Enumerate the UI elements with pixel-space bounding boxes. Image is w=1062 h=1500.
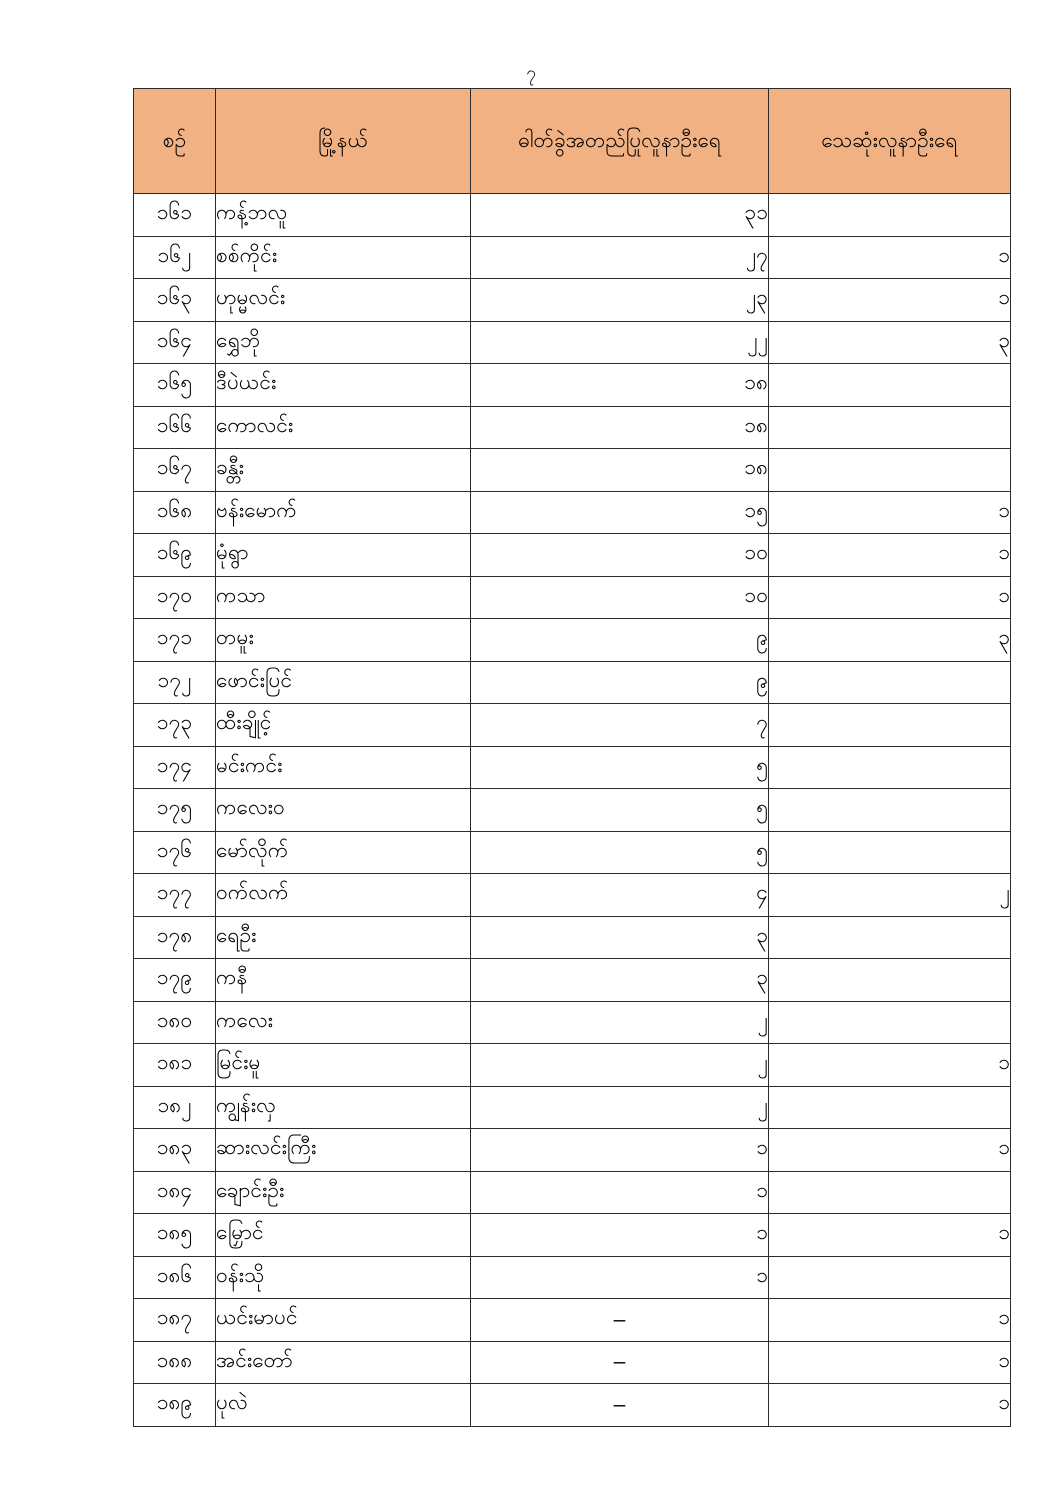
table-row bbox=[134, 916, 1011, 959]
cell-confirmed: ၁၈ bbox=[471, 449, 769, 492]
cell-no: ၁၆၇ bbox=[134, 449, 216, 492]
cell-confirmed: ၁၀ bbox=[471, 576, 769, 619]
cell-no: ၁၈၆ bbox=[134, 1256, 216, 1299]
cell-confirmed: ၂၂ bbox=[471, 321, 769, 364]
cell-no: ၁၈၂ bbox=[134, 1086, 216, 1129]
cell-deaths bbox=[769, 1256, 1011, 1299]
cell-township: ဗန်းမောက် bbox=[216, 491, 471, 534]
cell-no: ၁၇၂ bbox=[134, 661, 216, 704]
cell-confirmed: ၂၇ bbox=[471, 236, 769, 279]
table-body bbox=[134, 194, 1011, 1427]
cell-no: ၁၇၁ bbox=[134, 619, 216, 662]
cell-deaths: ၃ bbox=[769, 321, 1011, 364]
cell-confirmed: – bbox=[471, 1384, 769, 1427]
cell-confirmed: ၁၀ bbox=[471, 534, 769, 577]
cell-township: ရေဦး bbox=[216, 916, 471, 959]
cell-township: ကန့်ဘလူ bbox=[216, 194, 471, 237]
cell-no: ၁၇၇ bbox=[134, 874, 216, 917]
cell-no: ၁၇၆ bbox=[134, 831, 216, 874]
cell-deaths bbox=[769, 831, 1011, 874]
cell-deaths bbox=[769, 746, 1011, 789]
cell-township: ရွှေဘို bbox=[216, 321, 471, 364]
table-row bbox=[134, 321, 1011, 364]
cell-deaths: ၁ bbox=[769, 236, 1011, 279]
cell-no: ၁၈၀ bbox=[134, 1001, 216, 1044]
cell-township: ဟုမ္မလင်း bbox=[216, 279, 471, 322]
cell-township: ကလေးဝ bbox=[216, 789, 471, 832]
cell-township: ကောလင်း bbox=[216, 406, 471, 449]
column-header-no: စဉ် bbox=[134, 89, 216, 194]
cell-township: ကသာ bbox=[216, 576, 471, 619]
cell-township: ပုလဲ bbox=[216, 1384, 471, 1427]
covid-township-table bbox=[133, 88, 1011, 1427]
cell-deaths: ၁ bbox=[769, 1214, 1011, 1257]
cell-confirmed: ၄ bbox=[471, 874, 769, 917]
cell-deaths bbox=[769, 959, 1011, 1002]
cell-deaths: ၁ bbox=[769, 491, 1011, 534]
table-row bbox=[134, 406, 1011, 449]
cell-no: ၁၆၁ bbox=[134, 194, 216, 237]
table-row bbox=[134, 1171, 1011, 1214]
cell-deaths: ၁ bbox=[769, 576, 1011, 619]
table-row bbox=[134, 449, 1011, 492]
table-row bbox=[134, 1129, 1011, 1172]
cell-township: စစ်ကိုင်း bbox=[216, 236, 471, 279]
cell-confirmed: ၁၈ bbox=[471, 364, 769, 407]
table-row bbox=[134, 959, 1011, 1002]
column-header-confirmed: ဓါတ်ခွဲအတည်ပြုလူနာဦးရေ bbox=[471, 89, 769, 194]
table-row bbox=[134, 874, 1011, 917]
cell-deaths: ၁ bbox=[769, 279, 1011, 322]
table-row bbox=[134, 704, 1011, 747]
cell-confirmed: ၅ bbox=[471, 746, 769, 789]
cell-deaths bbox=[769, 1171, 1011, 1214]
cell-no: ၁၇၀ bbox=[134, 576, 216, 619]
cell-no: ၁၈၈ bbox=[134, 1341, 216, 1384]
table-row bbox=[134, 1001, 1011, 1044]
cell-confirmed: ၂ bbox=[471, 1086, 769, 1129]
cell-no: ၁၇၉ bbox=[134, 959, 216, 1002]
table-header-row bbox=[134, 89, 1011, 194]
cell-deaths bbox=[769, 916, 1011, 959]
cell-confirmed: ၇ bbox=[471, 704, 769, 747]
cell-no: ၁၆၃ bbox=[134, 279, 216, 322]
cell-deaths: ၁ bbox=[769, 1384, 1011, 1427]
table-row bbox=[134, 661, 1011, 704]
table-row bbox=[134, 236, 1011, 279]
cell-township: ဝက်လက် bbox=[216, 874, 471, 917]
cell-township: ထီးချိုင့် bbox=[216, 704, 471, 747]
cell-confirmed: – bbox=[471, 1299, 769, 1342]
cell-no: ၁၆၅ bbox=[134, 364, 216, 407]
table-row bbox=[134, 789, 1011, 832]
page-number: ၇ bbox=[526, 63, 536, 82]
table-row bbox=[134, 1384, 1011, 1427]
cell-deaths bbox=[769, 1086, 1011, 1129]
cell-confirmed: ၂ bbox=[471, 1001, 769, 1044]
cell-confirmed: ၁ bbox=[471, 1256, 769, 1299]
cell-no: ၁၆၂ bbox=[134, 236, 216, 279]
table-row bbox=[134, 364, 1011, 407]
cell-confirmed: ၃၁ bbox=[471, 194, 769, 237]
table-row bbox=[134, 534, 1011, 577]
cell-township: မြှောင် bbox=[216, 1214, 471, 1257]
cell-deaths bbox=[769, 449, 1011, 492]
cell-no: ၁၇၈ bbox=[134, 916, 216, 959]
table-row bbox=[134, 1299, 1011, 1342]
cell-township: ဒီပဲယင်း bbox=[216, 364, 471, 407]
table-row bbox=[134, 1086, 1011, 1129]
cell-no: ၁၈၉ bbox=[134, 1384, 216, 1427]
cell-no: ၁၇၅ bbox=[134, 789, 216, 832]
table-row bbox=[134, 491, 1011, 534]
cell-deaths bbox=[769, 661, 1011, 704]
cell-deaths bbox=[769, 406, 1011, 449]
cell-township: တမူး bbox=[216, 619, 471, 662]
cell-township: မြင်းမူ bbox=[216, 1044, 471, 1087]
cell-township: မင်းကင်း bbox=[216, 746, 471, 789]
cell-deaths: ၁ bbox=[769, 1341, 1011, 1384]
cell-no: ၁၈၄ bbox=[134, 1171, 216, 1214]
cell-township: ကျွန်းလှ bbox=[216, 1086, 471, 1129]
cell-deaths: ၁ bbox=[769, 1129, 1011, 1172]
cell-township: ကလေး bbox=[216, 1001, 471, 1044]
cell-no: ၁၈၅ bbox=[134, 1214, 216, 1257]
cell-confirmed: ၁ bbox=[471, 1171, 769, 1214]
table-row bbox=[134, 279, 1011, 322]
table-row bbox=[134, 1256, 1011, 1299]
cell-deaths bbox=[769, 1001, 1011, 1044]
cell-confirmed: ၁ bbox=[471, 1214, 769, 1257]
table-row bbox=[134, 1341, 1011, 1384]
cell-confirmed: ၉ bbox=[471, 661, 769, 704]
table-row bbox=[134, 746, 1011, 789]
cell-township: ယင်းမာပင် bbox=[216, 1299, 471, 1342]
cell-township: ဝန်းသို bbox=[216, 1256, 471, 1299]
table-row bbox=[134, 194, 1011, 237]
cell-no: ၁၆၉ bbox=[134, 534, 216, 577]
cell-deaths: ၁ bbox=[769, 534, 1011, 577]
table-row bbox=[134, 619, 1011, 662]
cell-confirmed: ၅ bbox=[471, 831, 769, 874]
cell-township: မော်လိုက် bbox=[216, 831, 471, 874]
table-row bbox=[134, 831, 1011, 874]
cell-township: ချောင်းဦး bbox=[216, 1171, 471, 1214]
cell-no: ၁၆၆ bbox=[134, 406, 216, 449]
cell-township: အင်းတော် bbox=[216, 1341, 471, 1384]
table-row bbox=[134, 1044, 1011, 1087]
cell-deaths bbox=[769, 704, 1011, 747]
cell-confirmed: ၅ bbox=[471, 789, 769, 832]
cell-no: ၁၇၃ bbox=[134, 704, 216, 747]
cell-township: ကနီ bbox=[216, 959, 471, 1002]
table-row bbox=[134, 1214, 1011, 1257]
cell-confirmed: ၁၅ bbox=[471, 491, 769, 534]
cell-township: ခန္တီး bbox=[216, 449, 471, 492]
cell-confirmed: ၁ bbox=[471, 1129, 769, 1172]
cell-deaths: ၃ bbox=[769, 619, 1011, 662]
table-header bbox=[134, 89, 1011, 194]
cell-township: မုံရွာ bbox=[216, 534, 471, 577]
cell-confirmed: ၂၃ bbox=[471, 279, 769, 322]
table-row bbox=[134, 576, 1011, 619]
cell-no: ၁၆၄ bbox=[134, 321, 216, 364]
covid-township-table-container bbox=[133, 88, 1010, 1427]
cell-deaths: ၁ bbox=[769, 1044, 1011, 1087]
cell-no: ၁၇၄ bbox=[134, 746, 216, 789]
cell-no: ၁၈၁ bbox=[134, 1044, 216, 1087]
cell-confirmed: ၃ bbox=[471, 916, 769, 959]
cell-no: ၁၈၃ bbox=[134, 1129, 216, 1172]
cell-no: ၁၆၈ bbox=[134, 491, 216, 534]
cell-deaths bbox=[769, 789, 1011, 832]
cell-deaths bbox=[769, 194, 1011, 237]
cell-confirmed: – bbox=[471, 1341, 769, 1384]
column-header-deaths: သေဆုံးလူနာဦးရေ bbox=[769, 89, 1011, 194]
cell-confirmed: ၁၈ bbox=[471, 406, 769, 449]
cell-no: ၁၈၇ bbox=[134, 1299, 216, 1342]
cell-deaths: ၂ bbox=[769, 874, 1011, 917]
cell-township: ဆားလင်းကြီး bbox=[216, 1129, 471, 1172]
column-header-township: မြို့နယ် bbox=[216, 89, 471, 194]
cell-deaths: ၁ bbox=[769, 1299, 1011, 1342]
cell-township: ဖောင်းပြင် bbox=[216, 661, 471, 704]
cell-confirmed: ၃ bbox=[471, 959, 769, 1002]
cell-confirmed: ၂ bbox=[471, 1044, 769, 1087]
cell-confirmed: ၉ bbox=[471, 619, 769, 662]
cell-deaths bbox=[769, 364, 1011, 407]
